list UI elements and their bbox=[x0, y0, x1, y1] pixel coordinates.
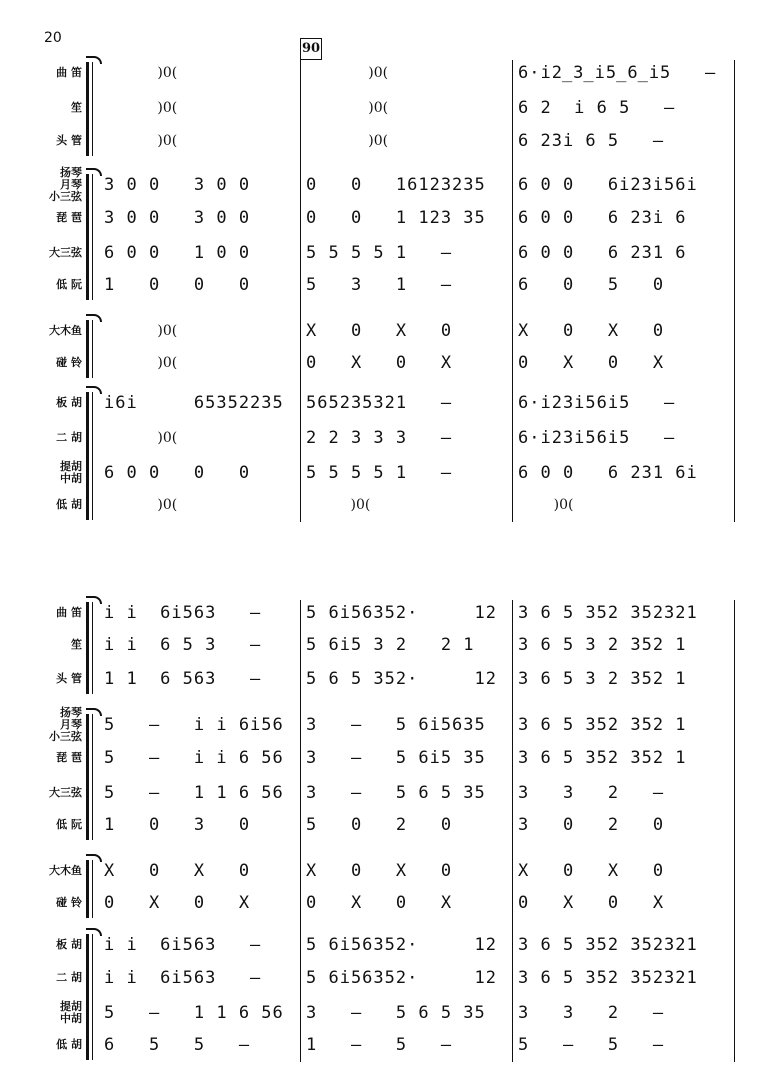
instrument-label: 曲 笛 bbox=[56, 606, 82, 619]
measure-3: 3 0 2 0 bbox=[518, 815, 665, 835]
measure-2: )0( bbox=[306, 133, 389, 149]
instrument-group-bracket bbox=[86, 62, 98, 156]
measure-2: 5 6i5 3 2 2 1 bbox=[306, 635, 475, 655]
instrument-label: 大三弦 bbox=[49, 786, 82, 799]
barline bbox=[300, 60, 301, 522]
measure-2: 565235321 – bbox=[306, 393, 453, 413]
measure-1: 5 – i i 6i56 bbox=[104, 715, 284, 735]
instrument-group-bracket bbox=[86, 174, 98, 300]
measure-2: X 0 X 0 bbox=[306, 861, 453, 881]
measure-3: 6 0 5 0 bbox=[518, 275, 665, 295]
measure-2: 3 – 5 6 5 35 bbox=[306, 1003, 486, 1023]
instrument-label: 碰 铃 bbox=[56, 896, 82, 909]
measure-3: 0 X 0 X bbox=[518, 893, 665, 913]
measure-2: 5 6i56352· 12 bbox=[306, 968, 497, 988]
instrument-label: 碰 铃 bbox=[56, 356, 82, 369]
measure-3: 0 X 0 X bbox=[518, 353, 665, 373]
measure-1: X 0 X 0 bbox=[104, 861, 251, 881]
instrument-label: 笙 bbox=[71, 638, 82, 651]
instrument-label: 扬琴 月琴 小三弦 bbox=[49, 166, 82, 203]
measure-1: 6 0 0 0 0 bbox=[104, 463, 251, 483]
measure-2: 0 X 0 X bbox=[306, 893, 453, 913]
measure-3: 3 6 5 3 2 352 1 bbox=[518, 635, 687, 655]
measure-2: 5 5 5 5 1 – bbox=[306, 463, 453, 483]
instrument-label: 低 阮 bbox=[56, 278, 82, 291]
measure-2: 3 – 5 6i5 35 bbox=[306, 748, 486, 768]
measure-1: 1 0 3 0 bbox=[104, 815, 251, 835]
instrument-label: 板 胡 bbox=[56, 396, 82, 409]
measure-1: 3 0 0 3 0 0 bbox=[104, 175, 251, 195]
measure-1: )0( bbox=[104, 133, 178, 149]
score-system bbox=[0, 60, 772, 530]
measure-2: 5 6 5 352· 12 bbox=[306, 669, 497, 689]
measure-1: )0( bbox=[104, 497, 178, 513]
barline bbox=[300, 600, 301, 1062]
measure-1: 6 0 0 1 0 0 bbox=[104, 243, 251, 263]
instrument-group-bracket bbox=[86, 860, 98, 918]
rehearsal-mark: 90 bbox=[300, 38, 322, 60]
instrument-group-bracket bbox=[86, 392, 98, 520]
instrument-label: 琵 琶 bbox=[56, 211, 82, 224]
measure-1: )0( bbox=[104, 355, 178, 371]
instrument-label: 大木鱼 bbox=[49, 324, 82, 337]
instrument-label: 曲 笛 bbox=[56, 66, 82, 79]
measure-1: i i 6i563 – bbox=[104, 935, 262, 955]
measure-1: 5 – 1 1 6 56 bbox=[104, 783, 284, 803]
measure-2: 3 – 5 6 5 35 bbox=[306, 783, 486, 803]
instrument-label: 二 胡 bbox=[56, 431, 82, 444]
measure-3: X 0 X 0 bbox=[518, 861, 665, 881]
measure-2: )0( bbox=[306, 100, 389, 116]
measure-2: 5 0 2 0 bbox=[306, 815, 453, 835]
measure-1: 1 1 6 563 – bbox=[104, 669, 262, 689]
measure-3: 3 6 5 352 352 1 bbox=[518, 748, 687, 768]
instrument-label: 大三弦 bbox=[49, 246, 82, 259]
measure-2: 0 X 0 X bbox=[306, 353, 453, 373]
measure-2: 5 6i56352· 12 bbox=[306, 935, 497, 955]
measure-1: i i 6i563 – bbox=[104, 968, 262, 988]
barline bbox=[512, 60, 513, 522]
instrument-label: 琵 琶 bbox=[56, 751, 82, 764]
measure-3: 6 0 0 6i23i56i bbox=[518, 175, 698, 195]
measure-1: 5 – i i 6 56 bbox=[104, 748, 284, 768]
measure-3: 6 0 0 6 231 6i bbox=[518, 463, 698, 483]
measure-3: )0( bbox=[518, 497, 574, 513]
measure-3: 6·i23i56i5 – bbox=[518, 428, 676, 448]
measure-3: 3 6 5 352 352321 bbox=[518, 603, 698, 623]
instrument-label: 板 胡 bbox=[56, 938, 82, 951]
measure-2: X 0 X 0 bbox=[306, 321, 453, 341]
measure-1: 5 – 1 1 6 56 bbox=[104, 1003, 284, 1023]
measure-1: i i 6 5 3 – bbox=[104, 635, 262, 655]
measure-3: 6 2 i 6 5 – bbox=[518, 98, 676, 118]
measure-1: 3 0 0 3 0 0 bbox=[104, 208, 251, 228]
measure-1: 6 5 5 – bbox=[104, 1035, 251, 1055]
barline bbox=[734, 600, 735, 1062]
measure-1: )0( bbox=[104, 65, 178, 81]
instrument-label: 低 胡 bbox=[56, 1038, 82, 1051]
measure-1: )0( bbox=[104, 430, 178, 446]
measure-1: 0 X 0 X bbox=[104, 893, 251, 913]
measure-3: 3 6 5 352 352 1 bbox=[518, 715, 687, 735]
measure-1: )0( bbox=[104, 323, 178, 339]
measure-1: 1 0 0 0 bbox=[104, 275, 251, 295]
page-number: 20 bbox=[44, 30, 62, 46]
instrument-label: 头 管 bbox=[56, 672, 82, 685]
measure-2: )0( bbox=[306, 497, 371, 513]
instrument-label: 低 胡 bbox=[56, 498, 82, 511]
measure-2: 5 3 1 – bbox=[306, 275, 453, 295]
measure-3: 6 23i 6 5 – bbox=[518, 131, 665, 151]
instrument-label: 提胡 中胡 bbox=[60, 1000, 82, 1025]
instrument-label: 提胡 中胡 bbox=[60, 460, 82, 485]
measure-2: 2 2 3 3 3 – bbox=[306, 428, 453, 448]
measure-3: X 0 X 0 bbox=[518, 321, 665, 341]
measure-2: 0 0 16123235 bbox=[306, 175, 486, 195]
measure-3: 3 3 2 – bbox=[518, 1003, 665, 1023]
measure-2: 3 – 5 6i5635 bbox=[306, 715, 486, 735]
measure-3: 3 6 5 3 2 352 1 bbox=[518, 669, 687, 689]
measure-3: 6 0 0 6 231 6 bbox=[518, 243, 687, 263]
measure-2: 1 – 5 – bbox=[306, 1035, 453, 1055]
measure-3: 6·i23i56i5 – bbox=[518, 393, 676, 413]
measure-2: )0( bbox=[306, 65, 389, 81]
measure-1: i i 6i563 – bbox=[104, 603, 262, 623]
measure-3: 3 6 5 352 352321 bbox=[518, 935, 698, 955]
instrument-label: 扬琴 月琴 小三弦 bbox=[49, 706, 82, 743]
instrument-label: 头 管 bbox=[56, 134, 82, 147]
instrument-group-bracket bbox=[86, 934, 98, 1060]
measure-2: 5 6i56352· 12 bbox=[306, 603, 497, 623]
instrument-label: 笙 bbox=[71, 101, 82, 114]
instrument-label: 低 阮 bbox=[56, 818, 82, 831]
instrument-group-bracket bbox=[86, 714, 98, 840]
measure-3: 5 – 5 – bbox=[518, 1035, 665, 1055]
measure-1: )0( bbox=[104, 100, 178, 116]
measure-3: 6·i2̲3̲i5̲6̲i5 – bbox=[518, 63, 717, 83]
instrument-label: 二 胡 bbox=[56, 971, 82, 984]
instrument-group-bracket bbox=[86, 320, 98, 378]
measure-2: 0 0 1 123 35 bbox=[306, 208, 486, 228]
instrument-label: 大木鱼 bbox=[49, 864, 82, 877]
measure-2: 5 5 5 5 1 – bbox=[306, 243, 453, 263]
score-system bbox=[0, 600, 772, 1070]
measure-3: 3 6 5 352 352321 bbox=[518, 968, 698, 988]
measure-1: i6i 65352235 bbox=[104, 393, 284, 413]
barline bbox=[734, 60, 735, 522]
measure-3: 3 3 2 – bbox=[518, 783, 665, 803]
measure-3: 6 0 0 6 23i 6 bbox=[518, 208, 687, 228]
barline bbox=[512, 600, 513, 1062]
instrument-group-bracket bbox=[86, 602, 98, 694]
